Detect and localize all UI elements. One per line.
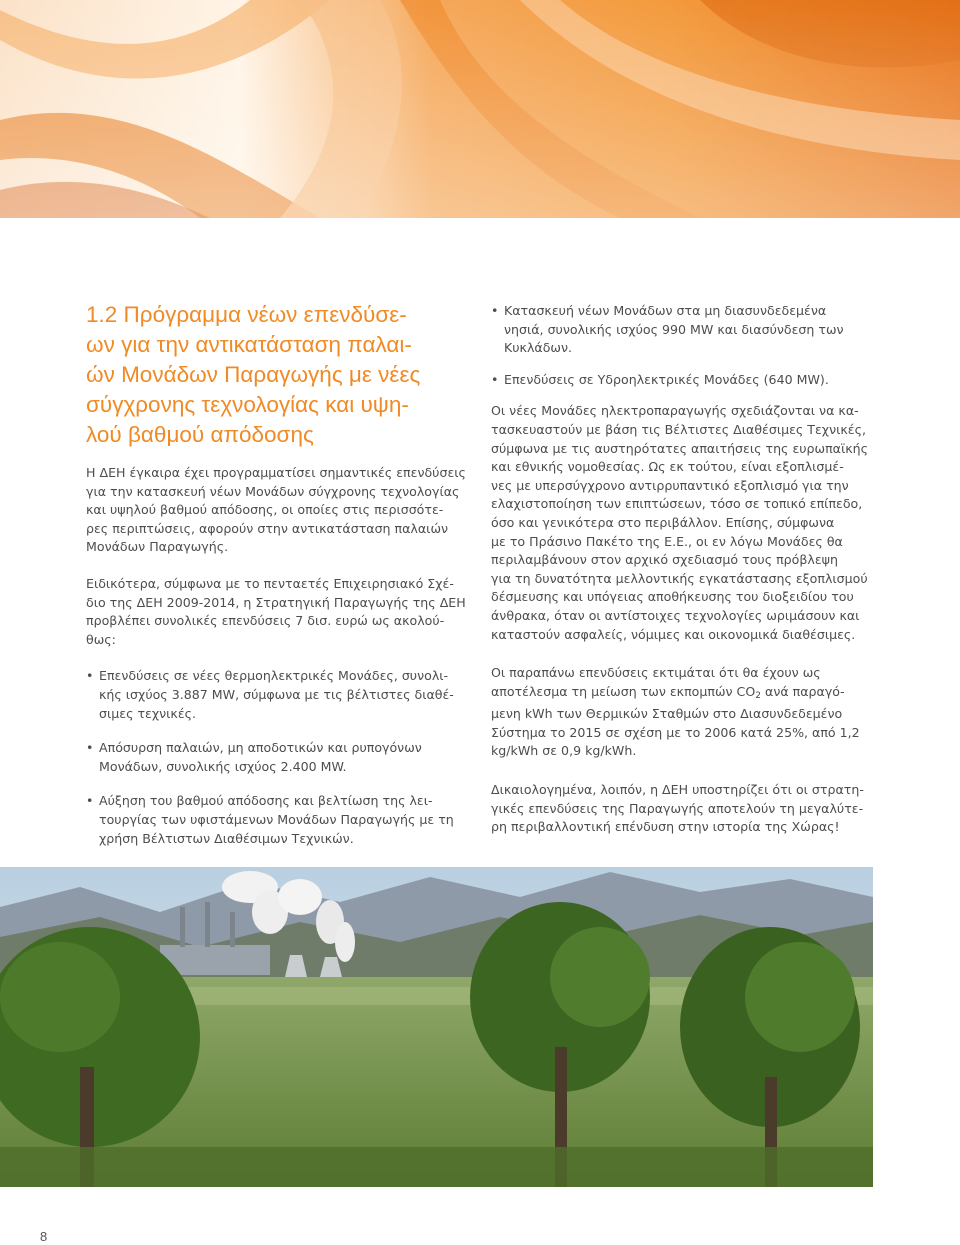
investment-list [86, 667, 470, 848]
text-line: Μονάδων, συνολικής ισχύος 2.400 MW. [99, 758, 347, 774]
banner-graphic [0, 0, 960, 218]
text-line: Μονάδων Παραγωγής. [86, 539, 229, 555]
text-line: καταστούν ασφαλείς, νόμιμες και οικονομικά διαθέσιμες. [491, 626, 856, 642]
text-line: τουργίας των υφιστάμενων Μονάδων Παραγωγής με τη [99, 811, 454, 827]
text-line: Κυκλάδων. [504, 340, 573, 356]
list-item [491, 302, 883, 358]
text-line: • Απόσυρση παλαιών, μη αποδοτικών και ρυπογόνων [99, 740, 422, 756]
text-line: άνθρακα, όταν οι αντίστοιχες τεχνολογίες ωριμάσουν και [491, 607, 860, 623]
heading-line: λού βαθμού απόδοσης [86, 422, 314, 447]
list-item [86, 739, 470, 776]
text-line: για τη δυνατότητα μελλοντικής εγκατάστασης εξοπλισμού [491, 570, 868, 586]
intro-paragraph [86, 464, 470, 557]
text-line: περιλαμβάνουν στον αρχικό σχεδιασμό τους πρόβλεψη [491, 552, 838, 568]
co2-subscript: 2 [755, 690, 762, 701]
text-line: προβλέπει συνολικές επενδύσεις 7 δισ. ευρώ ως ακολού- [86, 613, 445, 629]
heading-line: σύγχρονης τεχνολογίας και υψη- [86, 392, 409, 417]
text-line: όσο και γενικότερα στο περιβάλλον. Επίσης, σύμφωνα [491, 514, 835, 530]
right-column [491, 302, 883, 857]
section-heading [86, 300, 470, 450]
text-line [491, 683, 883, 706]
text-line: • Επενδύσεις σε νέες θερμοηλεκτρικές Μονάδες, συνολι- [99, 668, 449, 684]
text-line: μενη kWh των Θερμικών Σταθμών στο Διασυνδεδεμένο [491, 706, 843, 722]
text-fragment: αποτέλεσμα τη μείωση των εκπομπών CO [491, 683, 756, 699]
conclusion-paragraph [491, 781, 883, 837]
page-number: 8 [40, 1229, 48, 1244]
text-fragment: ανά παραγό- [761, 683, 845, 699]
text-line: τασκευαστούν με βάση τις Βέλτιστες Διαθέσιμες Τεχνικές, [491, 421, 866, 437]
new-units-paragraph [491, 402, 883, 644]
text-line: ελαχιστοποίηση των επιπτώσεων, τόσο σε τοπικό επίπεδο, [491, 496, 863, 512]
text-line: ρη περιβαλλοντική επένδυση στην ιστορία της Χώρας! [491, 819, 840, 835]
text-line: ρες περιπτώσεις, αφορούν στην αντικατάσταση παλαιών [86, 520, 449, 536]
text-line: με το Πράσινο Πακέτο της Ε.Ε., οι εν λόγω Μονάδες θα [491, 533, 843, 549]
text-line: νησιά, συνολικής ισχύος 990 MW και διασύνδεση των [504, 321, 844, 337]
text-line: Δικαιολογημένα, λοιπόν, η ΔΕΗ υποστηρίζει ότι οι στρατη- [491, 782, 864, 798]
text-line: σύμφωνα με τις αυστηρότατες απαιτήσεις της ευρωπαϊκής [491, 440, 869, 456]
text-line: Η ΔΕΗ έγκαιρα έχει προγραμματίσει σημαντικές επενδύσεις [86, 465, 466, 480]
text-line: kg/kWh σε 0,9 kg/kWh. [491, 743, 637, 759]
text-line: θως: [86, 631, 116, 647]
heading-line: ών Μονάδων Παραγωγής με νέες [86, 362, 421, 387]
text-line: και εθνικής νομοθεσίας. Ως εκ τούτου, είναι εξοπλισμέ- [491, 459, 844, 475]
text-line: Οι παραπάνω επενδύσεις εκτιμάται ότι θα έχουν ως [491, 665, 821, 681]
text-line: για την κατασκευή νέων Μονάδων σύγχρονης τεχνολογίας [86, 483, 460, 499]
text-line: Ειδικότερα, σύμφωνα με το πενταετές Επιχειρησιακό Σχέ- [86, 575, 454, 591]
plan-paragraph [86, 575, 470, 649]
text-line: • Αύξηση του βαθμού απόδοσης και βελτίωση της λει- [99, 793, 433, 809]
text-line: δέσμευσης και υπόγειας αποθήκευσης του διοξειδίου του [491, 589, 854, 605]
text-line: κής ισχύος 3.887 MW, σύμφωνα με τις βέλτιστες διαθέ- [99, 686, 454, 702]
left-column [86, 300, 470, 864]
list-item [86, 792, 470, 848]
text-line: • Κατασκευή νέων Μονάδων στα μη διασυνδεδεμένα [504, 303, 827, 318]
heading-line: ων για την αντικατάσταση παλαι- [86, 332, 412, 357]
list-item [491, 371, 883, 390]
landscape-illustration [0, 867, 873, 1187]
text-line: Σύστημα το 2015 σε σχέση με το 2006 κατά 25%, από 1,2 [491, 724, 860, 740]
text-line: νες με υπερσύγχρονο αντιρρυπαντικό εξοπλισμό για την [491, 477, 849, 493]
text-line: Οι νέες Μονάδες ηλεκτροπαραγωγής σχεδιάζονται να κα- [491, 403, 859, 419]
list-item [86, 667, 470, 723]
heading-line: 1.2 Πρόγραμμα νέων επενδύσε- [86, 302, 407, 327]
investment-list-continued [491, 302, 883, 389]
text-line: χρήση Βέλτιστων Διαθέσιμων Τεχνικών. [99, 830, 354, 846]
text-line: διο της ΔΕΗ 2009-2014, η Στρατηγική Παραγωγής της ΔΕΗ [86, 594, 466, 610]
header-banner [0, 0, 960, 218]
emissions-paragraph [491, 664, 883, 761]
text-line: και υψηλού βαθμού απόδοσης, οι οποίες στις περισσότε- [86, 502, 444, 518]
power-plant-landscape-photo [0, 867, 873, 1187]
text-line: σιμες τεχνικές. [99, 705, 197, 721]
text-line: • Επενδύσεις σε Υδροηλεκτρικές Μονάδες (640 MW). [504, 371, 829, 387]
text-line: γικές επενδύσεις της Παραγωγής αποτελούν τη μεγαλύτε- [491, 800, 864, 816]
